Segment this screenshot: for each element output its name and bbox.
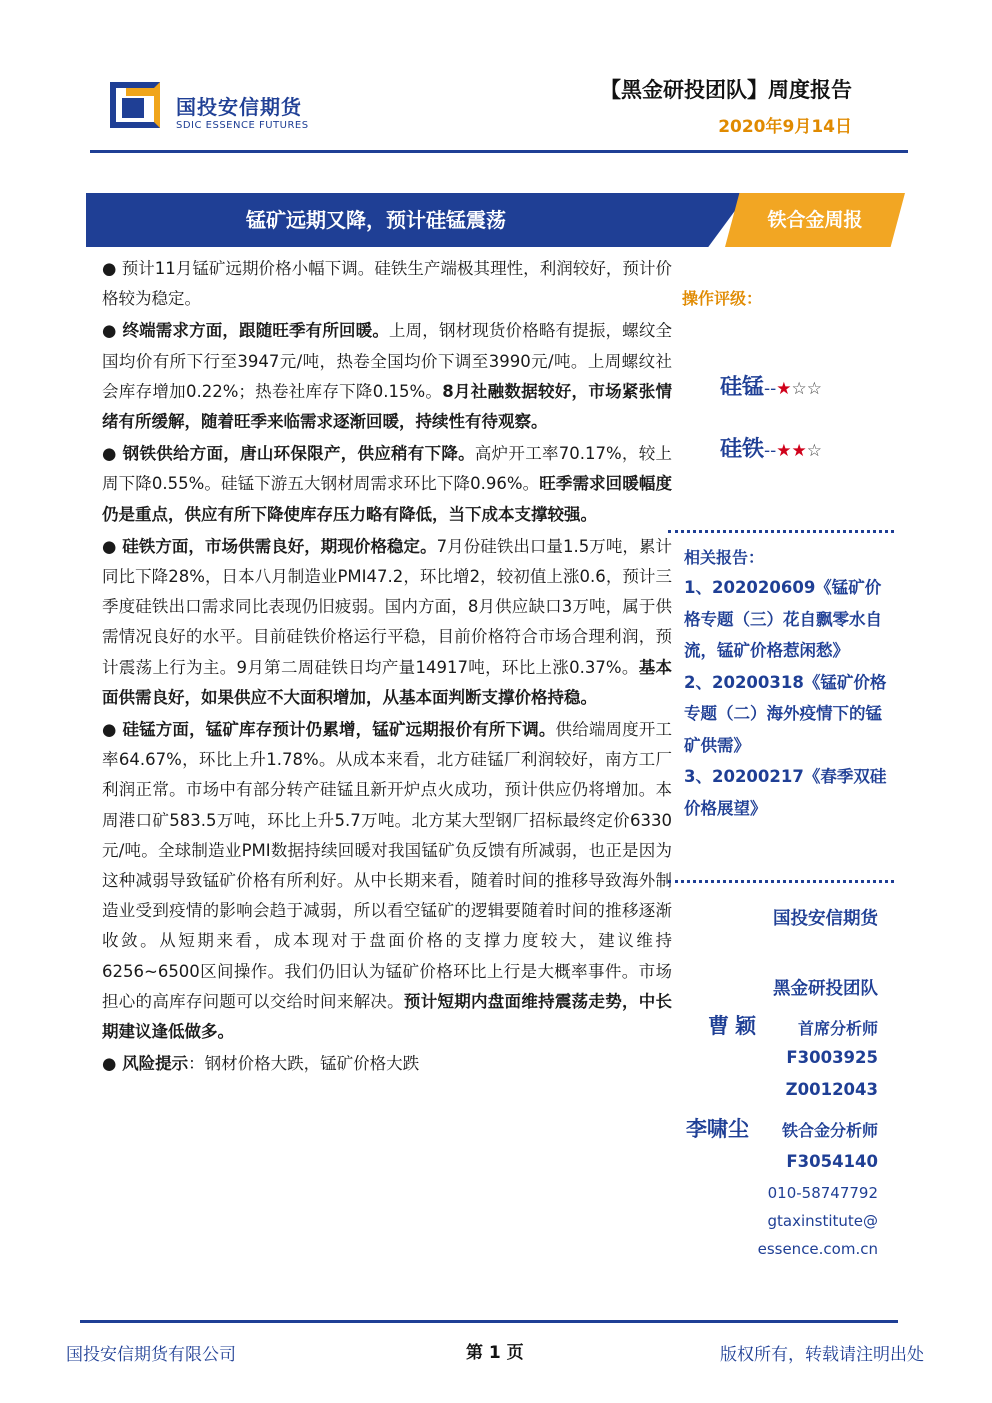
sidebar-divider [668,530,894,533]
analyst-name: 李啸尘 [686,1117,749,1141]
silicomanganese-paragraph: ● 硅锰方面，锰矿库存预计仍累增，锰矿远期报价有所下调。供给端周度开工率64.67%，环比上升1.78%。从成本来看，北方硅锰厂利润较好，南方工厂利润正常。市场中有部分转产硅锰且新开炉点火成功，预计供应仍将增加。本周港口矿583.5万吨，环比上升5.7万吨。北方某大型钢厂招标最终定价6330元/吨。全球制造业PMI数据持续回暖对我国锰矿负反馈有所减弱，也正是因为这种减弱导致锰矿价格有所利好。从中长期来看，随着时间的推移导致海外制造业受到疫情的影响会趋于减弱，所以看空锰矿的逻辑要随着时间的推移逐渐收敛。从短期来看，成本现对于盘面价格的支撑力度较大，建议维持6256~6500区间操作。我们仍旧认为锰矿价格环比上行是大概率事件。市场担心的高库存问题可以交给时间来解决。预计短期内盘面维持震荡走势，中长期建议逢低做多。 [102,720,673,1042]
related-report-item[interactable]: 2、20200318《锰矿价格专题（二）海外疫情下的锰矿供需》 [684,672,887,755]
analyst-name: 曹颖 [708,1014,762,1038]
related-reports-list [684,572,894,824]
ferrosilicon-paragraph: ● 硅铁方面，市场供需良好，期现价格稳定。7月份硅铁出口量1.5万吨，累计同比下降28%，日本八月制造业PMI47.2，环比增2，较初值上涨0.6，预计三季度硅铁出口需求同比表现仍旧疲弱。国内方面，8月供应缺口3万吨，属于供需情况良好的水平。目前硅铁价格运行平稳，目前价格符合市场合理利润，预计震荡上行为主。9月第二周硅铁日均产量14917吨，环比上涨0.37%。基本面供需良好，如果供应不大面积增加，从基本面判断支撑价格持稳。 [102,536,673,707]
logo-text-en: SDIC ESSENCE FUTURES [176,120,309,131]
sidebar-team: 黑金研投团队 [773,979,878,999]
header-divider [90,150,908,153]
rating-silicomanganese: 硅锰--★☆☆ [720,375,823,400]
footer-company: 国投安信期货有限公司 [66,1345,236,1365]
contact-email[interactable]: gtaxinstitute@ [767,1212,878,1230]
related-report-item[interactable]: 1、20202060​9《锰矿价格专题（三）花自飘零水自流，锰矿价格惹闲愁》 [684,578,882,660]
star-filled-icon: ★★ [776,441,807,461]
related-report-item[interactable]: 3、20200217《春季双硅价格展望》 [684,767,887,818]
footer-copyright: 版权所有，转载请注明出处 [720,1345,924,1365]
rating-title: 操作评级： [682,289,763,308]
report-type: 【黑金研投团队】周度报告 [600,78,852,102]
sidebar-divider [668,880,894,883]
summary-paragraph: ● 预计11月锰矿远期价格小幅下调。硅铁生产端极其理性，利润较好，预计价格较为稳定。 [102,259,672,309]
star-filled-icon: ★ [776,379,792,399]
report-date: 2020年9月14日 [718,117,852,137]
analyst-role: 首席分析师 [797,1019,878,1038]
analyst-cert: F3003925 [786,1048,878,1067]
rating-ferrosilicon: 硅铁--★★☆ [720,437,823,462]
category-tag: 铁合金周报 [767,209,863,231]
analyst-cert: Z0012043 [785,1080,878,1099]
star-empty-icon: ☆ [806,441,823,461]
related-reports-title: 相关报告： [684,548,765,567]
footer-divider [80,1320,898,1323]
contact-email-domain[interactable]: essence.com.cn [757,1240,878,1258]
analyst-role: 铁合金分析师 [781,1121,878,1140]
supply-paragraph: ● 钢铁供给方面，唐山环保限产，供应稍有下降。高炉开工率70.17%，较上周下降0.55%。硅锰下游五大钢材周需求环比下降0.96%。旺季需求回暖幅度仍是重点，供应有所下降使库存压力略有降低，当下成本支撑较强。 [102,444,672,524]
company-logo [110,82,166,132]
logo-text-cn: 国投安信期货 [176,95,302,119]
analyst-cert: F3054140 [786,1152,878,1171]
report-title: 锰矿远期又降，预计硅锰震荡 [246,208,506,232]
demand-paragraph: ● 终端需求方面，跟随旺季有所回暖。上周，钢材现货价格略有提振，螺纹全国均价有所下行至3947元/吨，热卷全国均价下调至3990元/吨。上周螺纹社会库存增加0.22%；热卷社库存下降0.15%。8月社融数据较好，市场紧张情绪有所缓解，随着旺季来临需求逐渐回暖，持续性有待观察。 [102,321,672,432]
risk-paragraph: ● 风险提示：钢材价格大跌，锰矿价格大跌 [102,1054,420,1074]
contact-phone: 010-58747792 [767,1184,878,1202]
report-body [102,254,672,1081]
star-empty-icon: ☆☆ [791,379,823,399]
page-number: 第 1 页 [466,1343,524,1363]
sidebar-company: 国投安信期货 [773,909,878,929]
